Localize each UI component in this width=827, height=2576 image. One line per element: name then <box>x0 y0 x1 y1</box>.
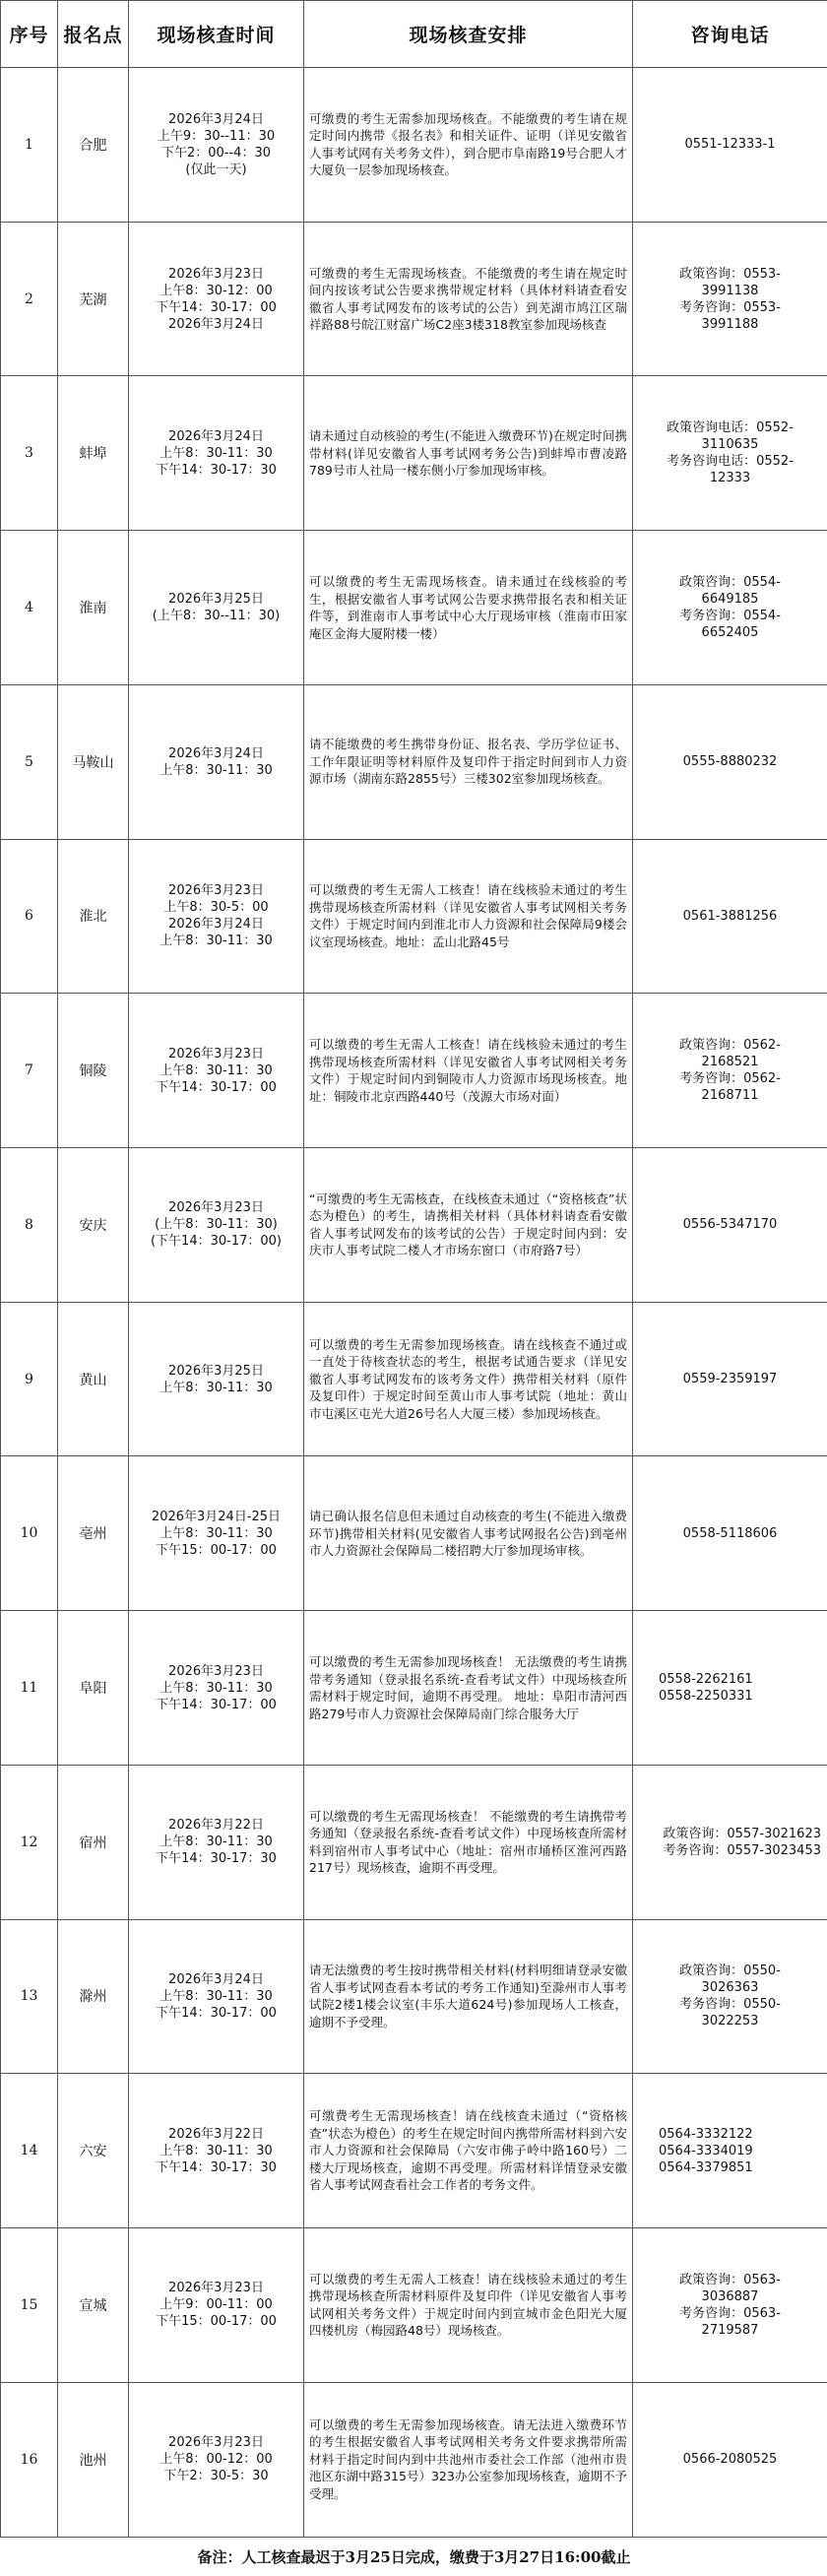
row-seq: 4 <box>1 531 58 685</box>
row-arrangement: 请无法缴费的考生按时携带相关材料(材料明细请登录安徽省人事考试网查看本考试的考务工作通知)至滁州市人事考试院2楼1楼会议室(丰乐大道624号)参加现场人工核查，逾期不予受理。 <box>304 1919 633 2074</box>
row-time <box>129 1148 304 1303</box>
row-phone <box>633 68 827 223</box>
row-phone <box>633 1919 827 2074</box>
row-seq: 12 <box>1 1765 58 1919</box>
time-line: 2026年3月23日 <box>168 1046 264 1062</box>
row-arrangement: 可缴费的考生无需参加现场核查。不能缴费的考生请在规定时间内携带《报名表》和相关证件、证明（详见安徽省人事考试网有关考务文件），到合肥市阜南路19号合肥人才大厦负一层参加现场核查。 <box>304 68 633 223</box>
time-line: 2026年3月24日 <box>168 1971 264 1987</box>
header-seq: 序号 <box>1 1 58 68</box>
phone-line: 0564-3334019 <box>659 2143 753 2158</box>
phone-line: 2168711 <box>701 1088 759 1104</box>
row-time <box>129 1611 304 1766</box>
row-seq: 5 <box>1 684 58 839</box>
phone-line: 政策咨询：0550- <box>679 1964 781 1979</box>
phone-line: 政策咨询：0562- <box>679 1038 781 1054</box>
table-row <box>1 684 827 839</box>
row-time <box>129 684 304 839</box>
time-line: 下午14：30-17：30 <box>156 2159 277 2175</box>
phone-line: 政策咨询：0554- <box>679 575 781 591</box>
row-time <box>129 376 304 531</box>
time-line: 2026年3月24日-25日 <box>151 1509 282 1524</box>
footer-note: 备注：人工核查最迟于3月25日完成，缴费于3月27日16:00截止 <box>197 2547 631 2566</box>
time-line: 2026年3月23日 <box>168 2435 264 2451</box>
table-row <box>1 1765 827 1919</box>
row-phone <box>633 684 827 839</box>
time-line: 上午8：30-5：00 <box>163 900 269 916</box>
table-row <box>1 1456 827 1611</box>
phone-line: 政策咨询：0553- <box>679 266 781 282</box>
phone-line: 2168521 <box>701 1055 759 1070</box>
time-line: 上午8：30-11：30 <box>159 445 273 461</box>
row-site: 淮南 <box>58 531 129 685</box>
row-arrangement: “可缴费的考生无需核查，在线核查未通过（“资格核查”状态为橙色）的考生，请携相关材料（具体材料请查看安徽省人事考试网发布的该考试的公告）于规定时间内到：安庆市人事考试院二楼人才市场东窗口（市府路7号） <box>304 1148 633 1303</box>
time-line: 2026年3月24日 <box>168 316 264 332</box>
row-site: 阜阳 <box>58 1611 129 1766</box>
phone-line: 0556-5347170 <box>682 1217 778 1233</box>
row-phone <box>633 1765 827 1919</box>
table-row <box>1 1148 827 1303</box>
phone-line: 政策咨询：0557-3021623 <box>663 1826 821 1841</box>
row-seq: 2 <box>1 222 58 376</box>
phone-line: 0566-2080525 <box>682 2452 778 2468</box>
time-line: 下午14：30-17：00 <box>156 1079 277 1095</box>
row-site: 宿州 <box>58 1765 129 1919</box>
row-site: 滁州 <box>58 1919 129 2074</box>
row-time <box>129 2228 304 2383</box>
time-line: 上午8：30-11：30 <box>159 762 273 778</box>
time-line: 下午14：30-17：30 <box>156 462 277 478</box>
row-site: 马鞍山 <box>58 684 129 839</box>
footer-row <box>1 2537 827 2576</box>
row-arrangement: 可以缴费的考生无需人工核查！请在线核验未通过的考生携带现场核查所需材料（详见安徽省人事考试网相关考务文件）于规定时间内到铜陵市人力资源市场现场核查。地址：铜陵市北京西路440号（茂源大市场对面） <box>304 994 633 1148</box>
row-site: 蚌埠 <box>58 376 129 531</box>
phone-line: 考务咨询：0563- <box>679 2305 781 2321</box>
time-line: 下午15：00-17：00 <box>156 1542 277 1558</box>
time-line: 下午15：00-17：00 <box>156 2314 277 2330</box>
phone-line: 政策咨询：0563- <box>679 2272 781 2287</box>
phone-line: 0558-2250331 <box>659 1689 753 1705</box>
header-phone: 咨询电话 <box>633 1 827 68</box>
row-phone <box>633 2382 827 2537</box>
time-line: 上午8：30-11：30 <box>159 1680 273 1696</box>
row-seq: 1 <box>1 68 58 223</box>
row-site: 六安 <box>58 2074 129 2228</box>
row-seq: 13 <box>1 1919 58 2074</box>
header-site: 报名点 <box>58 1 129 68</box>
row-site: 铜陵 <box>58 994 129 1148</box>
phone-line: 3110635 <box>701 437 759 453</box>
row-time <box>129 839 304 994</box>
time-line: 2026年3月23日 <box>168 883 264 899</box>
row-time <box>129 531 304 685</box>
table-row <box>1 2074 827 2228</box>
row-time <box>129 68 304 223</box>
row-time <box>129 1456 304 1611</box>
row-phone <box>633 2228 827 2383</box>
time-line: 上午8：30-11：30 <box>159 1835 273 1850</box>
time-line: 2026年3月24日 <box>168 111 264 127</box>
phone-line: 3036887 <box>701 2288 759 2304</box>
phone-line: 12333 <box>709 471 751 486</box>
time-line: (下午14：30-17：00) <box>150 1234 282 1250</box>
header-time: 现场核查时间 <box>129 1 304 68</box>
time-line: 上午8：30-12：00 <box>159 283 273 298</box>
table-row <box>1 376 827 531</box>
time-line: (上午8：30--11：30) <box>152 609 281 624</box>
row-time <box>129 1302 304 1456</box>
phone-line: 0558-5118606 <box>682 1525 778 1541</box>
header-arrangement: 现场核查安排 <box>304 1 633 68</box>
phone-line: 0555-8880232 <box>682 754 778 770</box>
time-line: 下午14：30-17：30 <box>156 1851 277 1867</box>
time-line: 下午14：30-17：00 <box>156 299 277 315</box>
table-row <box>1 1611 827 1766</box>
table-row <box>1 68 827 223</box>
phone-line: 考务咨询：0557-3023453 <box>663 1842 821 1858</box>
row-site: 芜湖 <box>58 222 129 376</box>
row-time <box>129 2382 304 2537</box>
time-line: 上午8：30-11：30 <box>159 2143 273 2158</box>
phone-line: 0551-12333-1 <box>684 137 776 153</box>
row-time <box>129 994 304 1148</box>
table-body <box>1 68 827 2538</box>
time-line: (仅此一天) <box>185 161 247 177</box>
phone-line: 0558-2262161 <box>659 1672 753 1688</box>
row-site: 亳州 <box>58 1456 129 1611</box>
row-seq: 8 <box>1 1148 58 1303</box>
row-arrangement: 可以缴费的考生无需人工核查！请在线核验未通过的考生携带现场核查所需材料（详见安徽省人事考试网相关考务文件）于规定时间内到淮北市人力资源和社会保障局9楼会议室现场核查。地址：孟山北路45号 <box>304 839 633 994</box>
time-line: 下午14：30-17：00 <box>156 2005 277 2021</box>
time-line: 2026年3月25日 <box>168 1363 264 1379</box>
row-phone <box>633 222 827 376</box>
time-line: (上午8：30-11：30) <box>155 1217 278 1233</box>
table-row <box>1 2382 827 2537</box>
row-phone <box>633 531 827 685</box>
row-seq: 6 <box>1 839 58 994</box>
phone-line: 0561-3881256 <box>682 908 778 924</box>
phone-line: 0559-2359197 <box>682 1372 778 1387</box>
phone-line: 0564-3332122 <box>659 2126 753 2142</box>
time-line: 2026年3月23日 <box>168 1200 264 1216</box>
phone-line: 考务咨询：0550- <box>679 1997 781 2013</box>
time-line: 上午8：30-11：30 <box>159 1988 273 2004</box>
time-line: 上午8：30-11：30 <box>159 934 273 949</box>
phone-line: 3991188 <box>701 316 759 332</box>
row-arrangement: 请不能缴费的考生携带身份证、报名表、学历学位证书、工作年限证明等材料原件及复印件于指定时间到市人力资源市场（湖南东路2855号）三楼302室参加现场核查。 <box>304 684 633 839</box>
phone-line: 考务咨询：0562- <box>679 1071 781 1087</box>
row-arrangement: 可以缴费的考生无需现场核查。请未通过在线核验的考生，根据安徽省人事考试网公告要求携带报名表和相关证件等，到淮南市人事考试中心大厅现场审核（淮南市田家庵区金海大厦附楼一楼） <box>304 531 633 685</box>
row-time <box>129 222 304 376</box>
table-row <box>1 1919 827 2074</box>
phone-line: 2719587 <box>701 2322 759 2338</box>
row-site: 安庆 <box>58 1148 129 1303</box>
table-row <box>1 994 827 1148</box>
row-phone <box>633 1148 827 1303</box>
table-row <box>1 1302 827 1456</box>
phone-line: 3026363 <box>701 1980 759 1996</box>
time-line: 2026年3月23日 <box>168 1663 264 1679</box>
time-line: 上午8：30-11：30 <box>159 1380 273 1395</box>
row-arrangement: 可以缴费的考生无需参加现场核查。请无法进入缴费环节的考生根据安徽省人事考试网相关考务文件要求携带所需材料于指定时间内到中共池州市委社会工作部（池州市贵池区东湖中路315号）323办公室参加现场核查，逾期不予受理。 <box>304 2382 633 2537</box>
row-site: 淮北 <box>58 839 129 994</box>
row-arrangement: 可以缴费的考生无需参加现场核查。请在线核查不通过或一直处于待核查状态的考生，根据考试通告要求（详见安徽省人事考试网发布的该考务文件）携带相关材料（原件及复印件）于规定时间至黄山市人事考试院（地址：黄山市屯溪区屯光大道26号名人大厦三楼）参加现场核查。 <box>304 1302 633 1456</box>
time-line: 2026年3月23日 <box>168 266 264 282</box>
time-line: 2026年3月22日 <box>168 1818 264 1834</box>
time-line: 2026年3月22日 <box>168 2126 264 2142</box>
row-arrangement: 可以缴费的考生无需参加现场核查！ 无法缴费的考生请携带考务通知（登录报名系统-查看考试文件）中现场核查所需材料于规定时间，逾期不再受理。 地址：阜阳市清河西路279号市人力资源社会保障局南门综合服务大厅 <box>304 1611 633 1766</box>
table-row <box>1 839 827 994</box>
row-site: 黄山 <box>58 1302 129 1456</box>
row-phone <box>633 1302 827 1456</box>
time-line: 2026年3月23日 <box>168 2281 264 2296</box>
time-line: 2026年3月24日 <box>168 917 264 933</box>
row-phone <box>633 1611 827 1766</box>
row-seq: 16 <box>1 2382 58 2537</box>
row-site: 合肥 <box>58 68 129 223</box>
time-line: 上午9：30--11：30 <box>157 128 276 144</box>
time-line: 下午2：00--4：30 <box>160 145 271 161</box>
row-phone <box>633 2074 827 2228</box>
row-seq: 10 <box>1 1456 58 1611</box>
row-seq: 3 <box>1 376 58 531</box>
time-line: 下午2：30-5：30 <box>163 2469 269 2484</box>
row-phone <box>633 839 827 994</box>
time-line: 2026年3月25日 <box>168 592 264 608</box>
time-line: 上午8：00-12：00 <box>159 2452 273 2468</box>
row-seq: 15 <box>1 2228 58 2383</box>
row-seq: 9 <box>1 1302 58 1456</box>
row-time <box>129 1765 304 1919</box>
time-line: 上午9：00-11：00 <box>159 2297 273 2313</box>
row-arrangement: 可缴费的考生无需现场核查。不能缴费的考生请在规定时间内按该考试公告要求携带规定材料（具体材料请查看安徽省人事考试网发布的该考试的公告）到芜湖市鸠江区瑞祥路88号皖江财富广场C2座3楼318教室参加现场核查 <box>304 222 633 376</box>
phone-line: 3991138 <box>701 283 759 298</box>
phone-line: 政策咨询电话：0552- <box>667 420 794 436</box>
phone-line: 考务咨询：0553- <box>679 299 781 315</box>
row-seq: 14 <box>1 2074 58 2228</box>
row-arrangement: 可以缴费的考生无需现场核查！ 不能缴费的考生请携带考务通知（登录报名系统-查看考试文件）中现场核查所需材料到宿州市人事考试中心（地址：宿州市埇桥区淮河西路217号）现场核查，逾期不再受理。 <box>304 1765 633 1919</box>
time-line: 2026年3月24日 <box>168 428 264 444</box>
row-phone <box>633 376 827 531</box>
phone-line: 6652405 <box>701 625 759 641</box>
time-line: 2026年3月24日 <box>168 745 264 761</box>
row-site: 宣城 <box>58 2228 129 2383</box>
table-row <box>1 222 827 376</box>
phone-line: 考务咨询：0554- <box>679 609 781 624</box>
row-arrangement: 可以缴费的考生无需人工核查！请在线核验未通过的考生携带现场核查所需材料原件及复印件（详见安徽省人事考试网相关考务文件）于规定时间内到宣城市金色阳光大厦四楼机房（梅园路48号）现场核查。 <box>304 2228 633 2383</box>
row-time <box>129 1919 304 2074</box>
time-line: 下午14：30-17：00 <box>156 1697 277 1712</box>
phone-line: 考务咨询电话：0552- <box>667 454 794 470</box>
time-line: 上午8：30-11：30 <box>159 1063 273 1078</box>
header-row <box>1 1 827 68</box>
row-arrangement: 请未通过自动核验的考生(不能进入缴费环节)在规定时间携带材料(详见安徽省人事考试网考务公告)到蚌埠市曹凌路789号市人社局一楼东侧小厅参加现场审核。 <box>304 376 633 531</box>
phone-line: 3022253 <box>701 2014 759 2029</box>
row-time <box>129 2074 304 2228</box>
phone-line: 6649185 <box>701 592 759 608</box>
time-line: 上午8：30-11：30 <box>159 1525 273 1541</box>
row-arrangement: 请已确认报名信息但未通过自动核查的考生(不能进入缴费环节)携带相关材料(见安徽省人事考试网报名公告)到亳州市人力资源社会保障局二楼招聘大厅参加现场审核。 <box>304 1456 633 1611</box>
row-site: 池州 <box>58 2382 129 2537</box>
row-arrangement: 可缴费考生无需现场核查！请在线核查未通过（“资格核查”状态为橙色）的考生在规定时间内携带所需材料到六安市人力资源和社会保障局（六安市佛子岭中路160号）二楼大厅现场核查，逾期不再受理。所需材料详情登录安徽省人事考试网查看社会工作者的考务文件。 <box>304 2074 633 2228</box>
row-phone <box>633 1456 827 1611</box>
row-phone <box>633 994 827 1148</box>
row-seq: 7 <box>1 994 58 1148</box>
table-row <box>1 2228 827 2383</box>
table-row <box>1 531 827 685</box>
row-seq: 11 <box>1 1611 58 1766</box>
phone-line: 0564-3379851 <box>659 2159 753 2175</box>
